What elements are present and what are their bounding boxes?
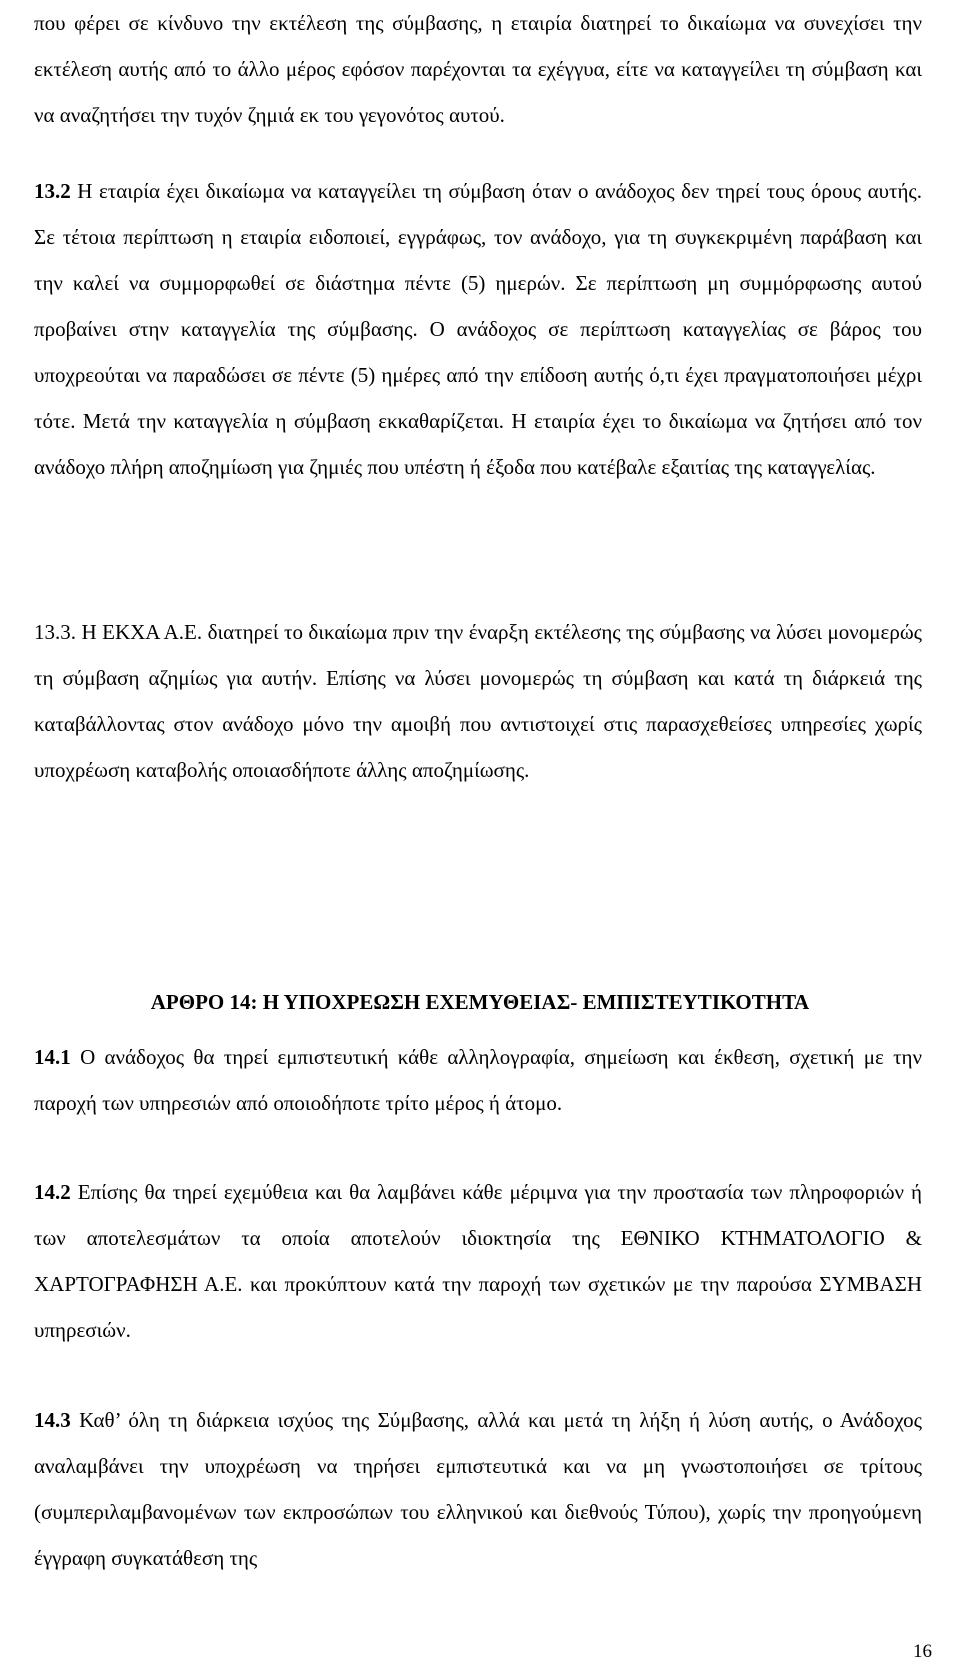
section-number-14-1: 14.1 (34, 1045, 71, 1069)
paragraph-14-1 (34, 1034, 922, 1126)
paragraph-13-2-text: Η εταιρία έχει δικαίωμα να καταγγείλει τη σύμβαση όταν ο ανάδοχος δεν τηρεί τους όρους αυτής. Σε τέτοια περίπτωση η εταιρία ειδοποιεί, εγγράφως, τον ανάδοχο, για τη συγκεκριμένη παράβαση και την καλεί να συμμορφωθεί σε διάστημα πέντε (5) ημερών. Σε περίπτωση μη συμμόρφωσης αυτού προβαίνει στην καταγγελία της σύμβασης. Ο ανάδοχος σε περίπτωση καταγγελίας σε βάρος του υποχρεούται να παραδώσει σε πέντε (5) ημέρες από την επίδοση αυτής ό,τι έχει πραγματοποιήσει μέχρι τότε. Μετά την καταγγελία η σύμβαση εκκαθαρίζεται. Η εταιρία έχει το δικαίωμα να ζητήσει από τον ανάδοχο πλήρη αποζημίωση για ζημιές που υπέστη ή έξοδα που κατέβαλε εξαιτίας της καταγγελίας. (34, 179, 922, 479)
section-number-14-2: 14.2 (34, 1180, 71, 1204)
paragraph-intro (34, 0, 922, 138)
section-number-14-3: 14.3 (34, 1408, 71, 1432)
paragraph-14-1-text: Ο ανάδοχος θα τηρεί εμπιστευτική κάθε αλληλογραφία, σημείωση και έκθεση, σχετική με την παροχή των υπηρεσιών από οποιοδήποτε τρίτο μέρος ή άτομο. (34, 1045, 922, 1115)
paragraph-14-3 (34, 1397, 922, 1581)
paragraph-13-3 (34, 609, 922, 793)
paragraph-intro-text: που φέρει σε κίνδυνο την εκτέλεση της σύμβασης, η εταιρία διατηρεί το δικαίωμα να συνεχίσει την εκτέλεση αυτής από το άλλο μέρος εφόσον παρέχονται τα εχέγγυα, είτε να καταγγείλει τη σύμβαση και να αναζητήσει την τυχόν ζημιά εκ του γεγονότος αυτού. (34, 11, 922, 127)
paragraph-14-2-text: Επίσης θα τηρεί εχεμύθεια και θα λαμβάνει κάθε μέριμνα για την προστασία των πληροφοριών ή των αποτελεσμάτων τα οποία αποτελούν ιδιοκτησία της ΕΘΝΙΚΟ ΚΤΗΜΑΤΟΛΟΓΙΟ & ΧΑΡΤΟΓΡΑΦΗΣΗ Α.Ε. και προκύπτουν κατά την παροχή των σχετικών με την παρούσα ΣΥΜΒΑΣΗ υπηρεσιών. (34, 1180, 922, 1342)
paragraph-14-2 (34, 1169, 922, 1353)
paragraph-13-3-text: 13.3. Η ΕΚΧΑ Α.Ε. διατηρεί το δικαίωμα πριν την έναρξη εκτέλεσης της σύμβασης να λύσει μονομερώς τη σύμβαση αζημίως για αυτήν. Επίσης να λύσει μονομερώς τη σύμβαση και κατά τη διάρκειά της καταβάλλοντας στον ανάδοχο μόνο την αμοιβή που αντιστοιχεί στις παρασχεθείσες υπηρεσίες χωρίς υποχρέωση καταβολής οποιασδήποτε άλλης αποζημίωσης. (34, 620, 922, 782)
paragraph-14-3-text: Καθ’ όλη τη διάρκεια ισχύος της Σύμβασης, αλλά και μετά τη λήξη ή λύση αυτής, ο Ανάδοχος αναλαμβάνει την υποχρέωση να τηρήσει εμπιστευτικά και να μη γνωστοποιήσει σε τρίτους (συμπεριλαμβανομένων των εκπροσώπων του ελληνικού και διεθνούς Τύπου), χωρίς την προηγούμενη έγγραφη συγκατάθεση της (34, 1408, 922, 1570)
article-14-heading: ΑΡΘΡΟ 14: Η ΥΠΟΧΡΕΩΣΗ ΕΧΕΜΥΘΕΙΑΣ- ΕΜΠΙΣΤΕΥΤΙΚΟΤΗΤΑ (150, 990, 810, 1014)
page-number: 16 (913, 1641, 932, 1662)
paragraph-13-2 (34, 168, 922, 490)
section-number-13-2: 13.2 (34, 179, 71, 203)
